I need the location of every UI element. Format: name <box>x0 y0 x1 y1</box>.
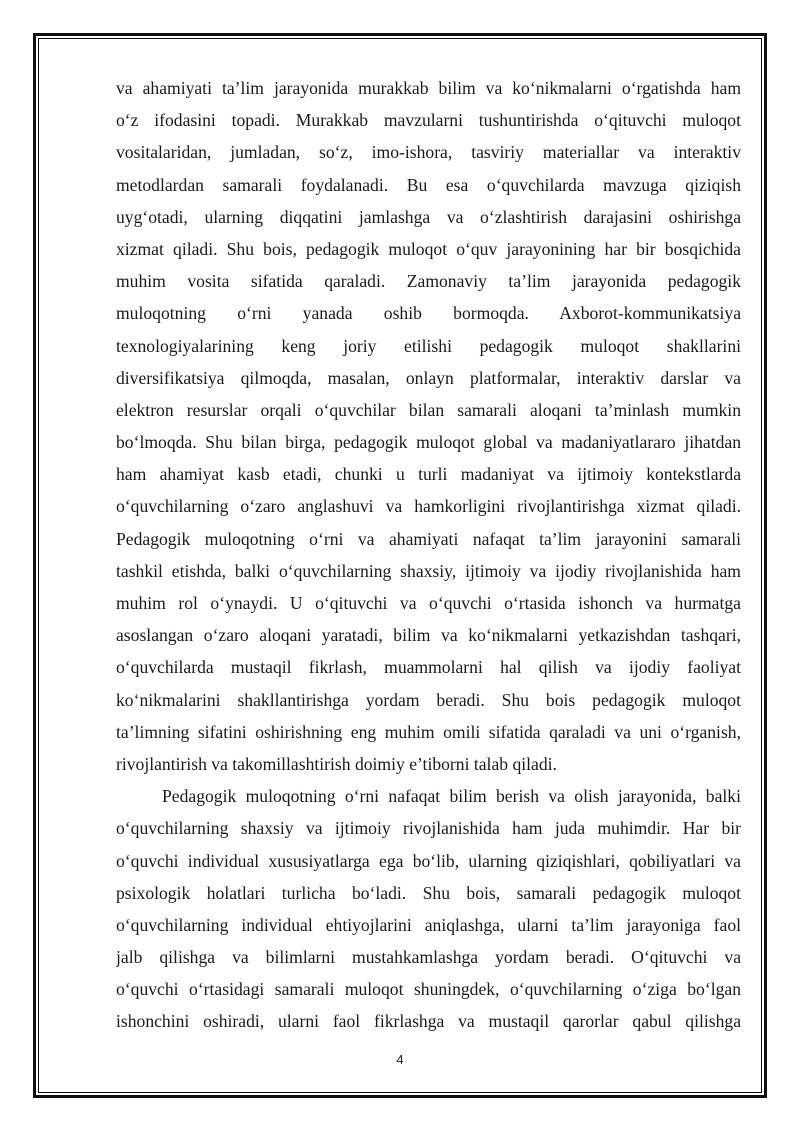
text-line: o‘quvchi o‘rtasidagi samarali muloqot shuningdek, o‘quvchilarning o‘ziga bo‘lgan <box>116 979 741 1000</box>
text-line: Pedagogik muloqotning o‘rni va ahamiyati nafaqat ta’lim jarayonini samarali <box>116 528 741 549</box>
text-line: asoslangan o‘zaro aloqani yaratadi, bilim va ko‘nikmalarni yetkazishdan tashqari, <box>116 625 741 646</box>
text-line: bo‘lmoqda. Shu bilan birga, pedagogik muloqot global va madaniyatlararo jihatdan <box>116 432 741 453</box>
text-line: muhim rol o‘ynaydi. U o‘qituvchi va o‘quvchi o‘rtasida ishonch va hurmatga <box>116 593 741 613</box>
text-line: xizmat qiladi. Shu bois, pedagogik muloqot o‘quv jarayonining har bir bosqichida <box>116 238 741 259</box>
paragraph-first-line: Pedagogik muloqotning o‘rni nafaqat bilim berish va olish jarayonida, balki <box>162 786 741 807</box>
text-line: diversifikatsiya qilmoqda, masalan, onlayn platformalar, interaktiv darslar va <box>116 367 741 388</box>
text-line: metodlardan samarali foydalanadi. Bu esa o‘quvchilarda mavzuga qiziqish <box>116 174 741 195</box>
text-line: o‘quvchilarda mustaqil fikrlash, muammolarni hal qilish va ijodiy faoliyat <box>116 657 741 678</box>
text-line: o‘quvchi individual xususiyatlarga ega bo‘lib, ularning qiziqishlari, qobiliyatlari va <box>116 850 741 871</box>
text-line: elektron resurslar orqali o‘quvchilar bilan samarali aloqani ta’minlash mumkin <box>116 399 741 420</box>
text-line: uyg‘otadi, ularning diqqatini jamlashga va o‘zlashtirish darajasini oshirishga <box>116 206 741 227</box>
text-line: ta’limning sifatini oshirishning eng muhim omili sifatida qaraladi va uni o‘rganish, <box>116 721 741 742</box>
text-line: psixologik holatlari turlicha bo‘ladi. Shu bois, samarali pedagogik muloqot <box>116 882 741 903</box>
text-line: rivojlantirish va takomillashtirish doimiy e’tiborni talab qiladi. <box>116 753 557 774</box>
text-line: muloqotning o‘rni yanada oshib bormoqda. Axborot-kommunikatsiya <box>116 303 741 324</box>
text-line: o‘quvchilarning shaxsiy va ijtimoiy rivojlanishida ham juda muhimdir. Har bir <box>116 818 741 839</box>
text-line: vositalaridan, jumladan, so‘z, imo-ishora, tasviriy materiallar va interaktiv <box>116 142 741 163</box>
text-line: ishonchini oshiradi, ularni faol fikrlashga va mustaqil qarorlar qabul qilishga <box>116 1011 741 1032</box>
text-line: ham ahamiyat kasb etadi, chunki u turli madaniyat va ijtimoiy kontekstlarda <box>116 464 741 485</box>
text-line: texnologiyalarining keng joriy etilishi pedagogik muloqot shakllarini <box>116 335 741 356</box>
page-number: 4 <box>396 1052 404 1067</box>
text-line: o‘z ifodasini topadi. Murakkab mavzularni tushuntirishda o‘qituvchi muloqot <box>116 110 741 131</box>
text-line: tashkil etishda, balki o‘quvchilarning shaxsiy, ijtimoiy va ijodiy rivojlanishida ham <box>116 560 741 581</box>
body-text <box>116 72 741 1038</box>
text-line: o‘quvchilarning o‘zaro anglashuvi va hamkorligini rivojlantirishga xizmat qiladi. <box>116 496 741 517</box>
text-line: muhim vosita sifatida qaraladi. Zamonaviy ta’lim jarayonida pedagogik <box>116 271 741 292</box>
text-line: ko‘nikmalarini shakllantirishga yordam beradi. Shu bois pedagogik muloqot <box>116 689 741 710</box>
text-line: o‘quvchilarning individual ehtiyojlarini aniqlashga, ularni ta’lim jarayoniga faol <box>116 914 741 935</box>
text-line: va ahamiyati ta’lim jarayonida murakkab bilim va ko‘nikmalarni o‘rgatishda ham <box>116 78 741 98</box>
text-line: jalb qilishga va bilimlarni mustahkamlashga yordam beradi. O‘qituvchi va <box>116 947 741 968</box>
